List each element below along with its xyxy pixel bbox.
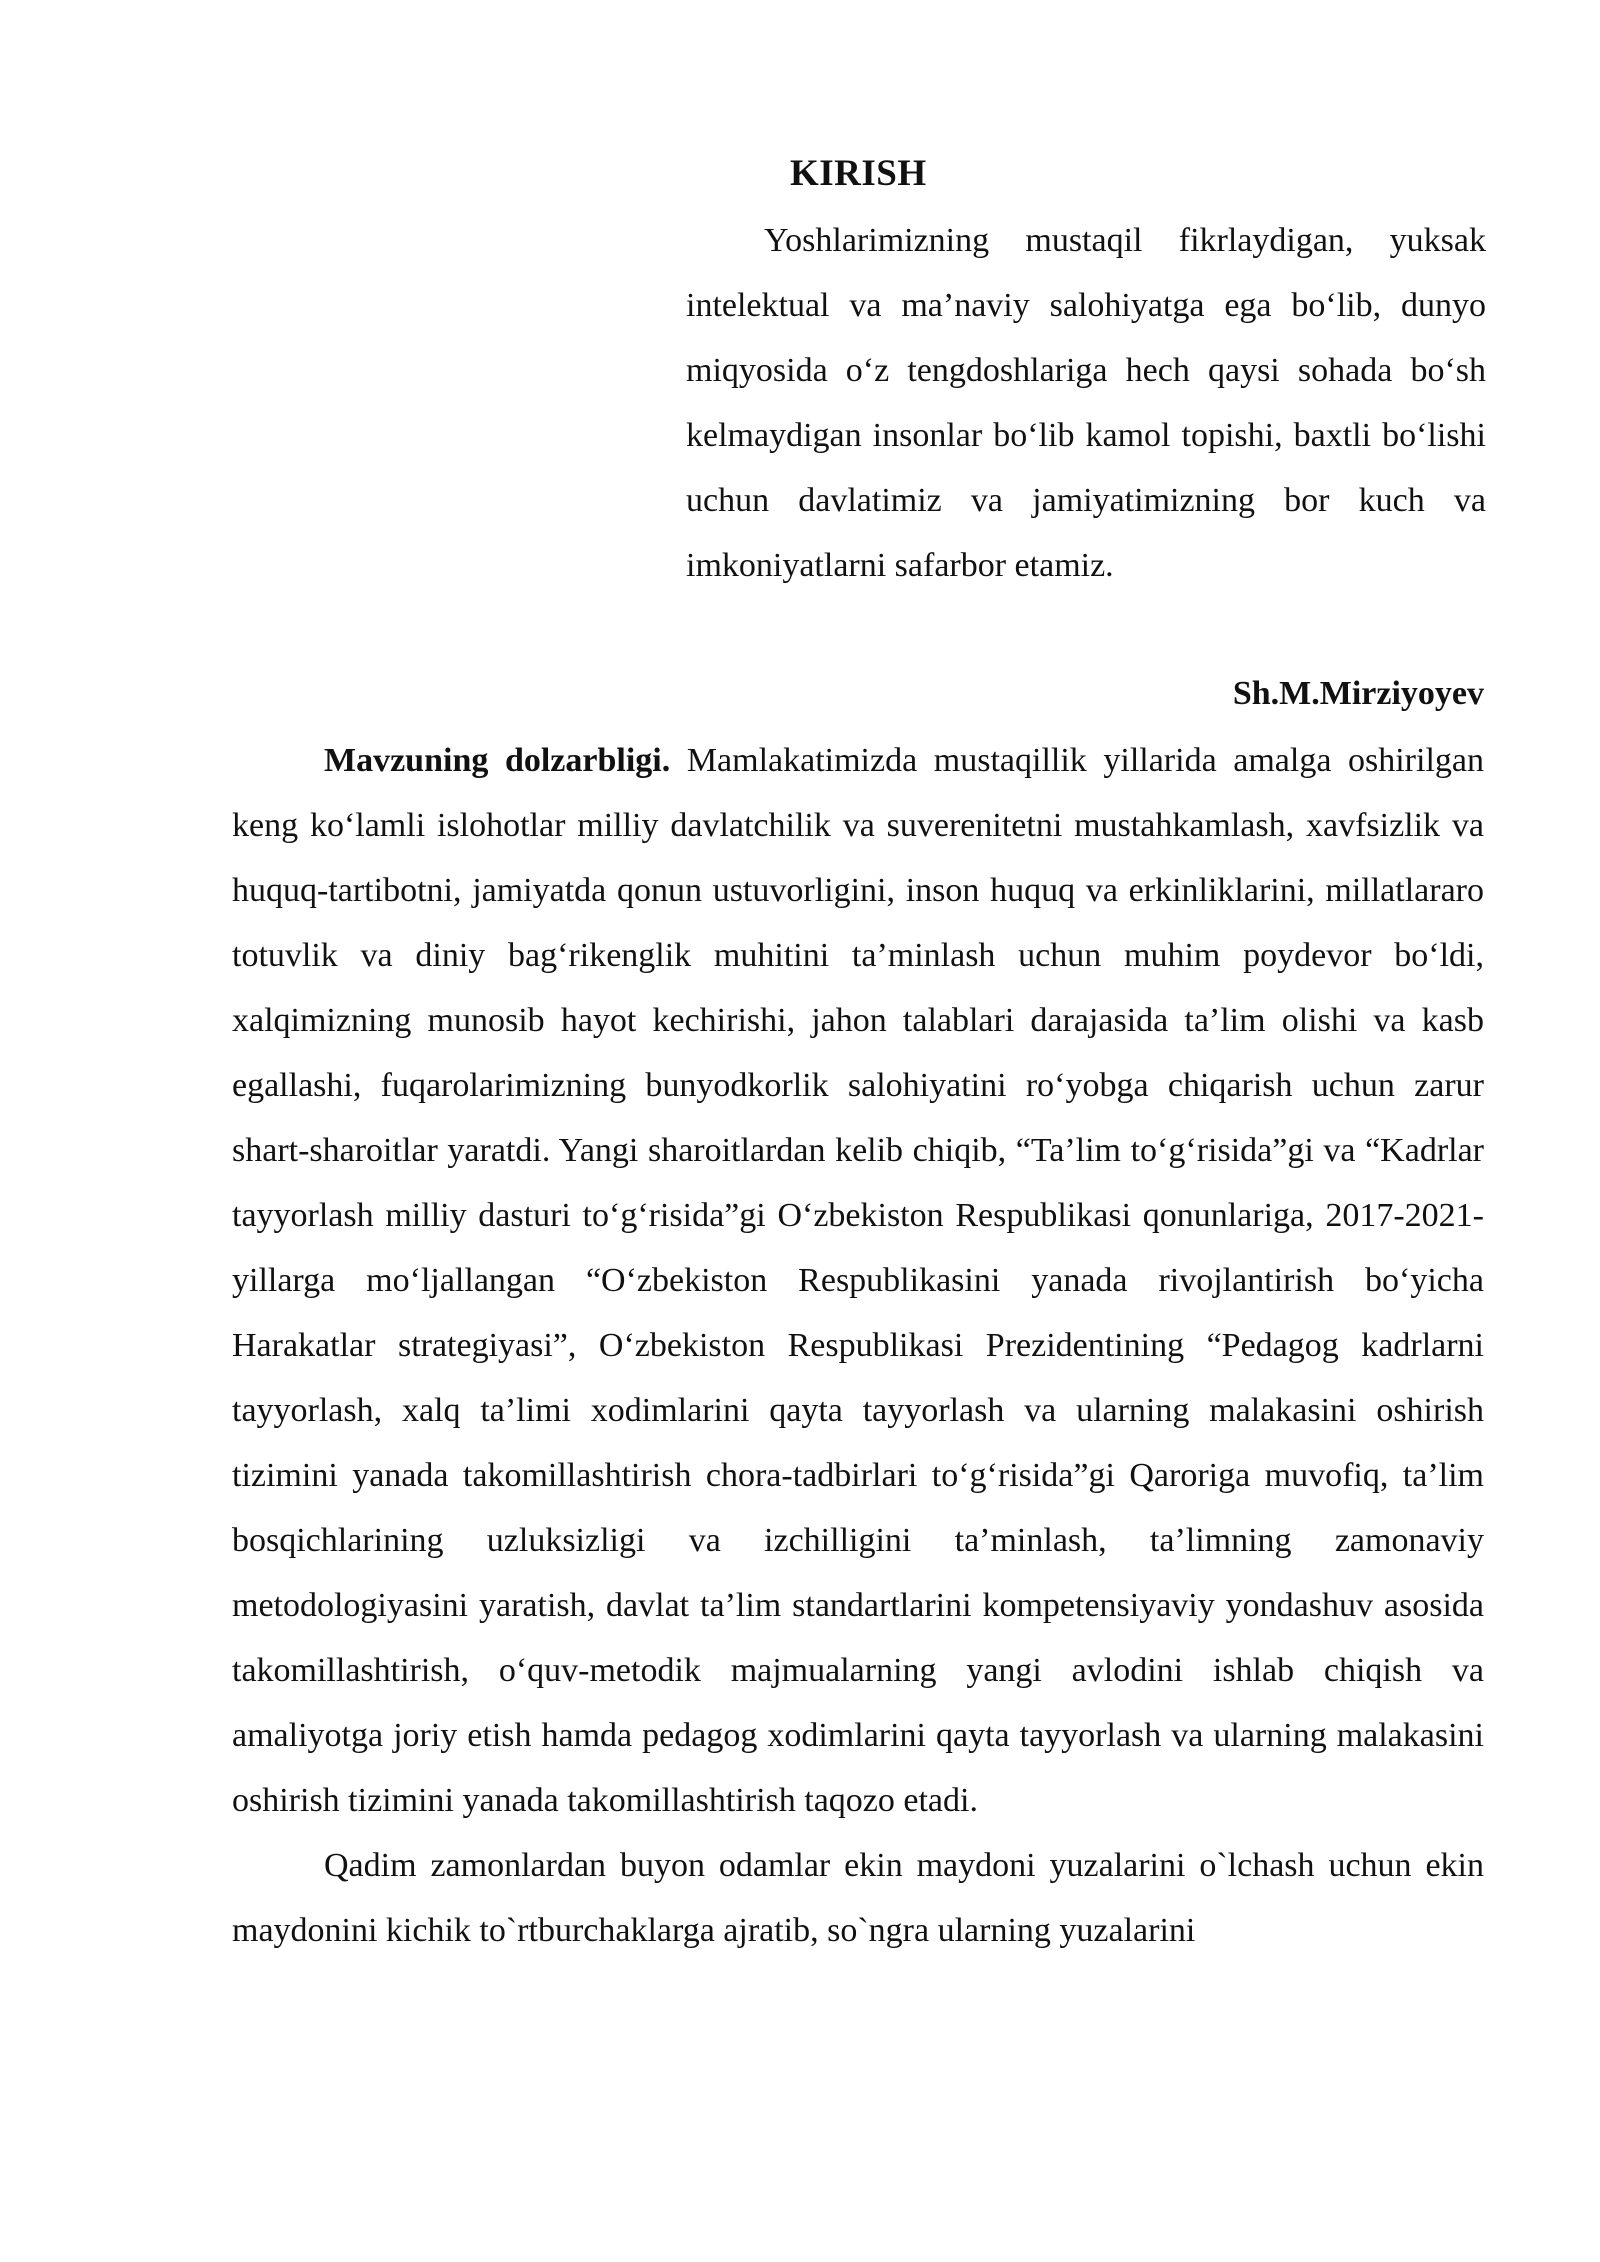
epigraph-quote: Yoshlarimizning mustaqil fikrlaydigan, yuksak intelektual va ma’naviy salohiyatga ega bo‘lib, dunyo miqyosida o‘z tengdoshlariga hech qaysi sohada bo‘sh kelmaydigan insonlar bo‘lib kamol topishi, baxtli bo‘lishi uchun davlatimiz va jamiyatimizning bor kuch va imkoniyatlarni safarbor etamiz. — [686, 222, 1486, 584]
paragraph-relevance — [232, 728, 1484, 1833]
body-text — [232, 728, 1484, 1963]
epigraph-author: Sh.M.Mirziyoyev — [1232, 675, 1484, 712]
paragraph-relevance-text: Mamlakatimizda mustaqillik yillarida amalga oshirilgan keng ko‘lamli islohotlar milliy davlatchilik va suverenitetni mustahkamlash, xavfsizlik va huquq-tartibotni, jamiyatda qonun ustuvorligini, inson huquq va erkinliklarini, millatlararo totuvlik va diniy bag‘rikenglik muhitini ta’minlash uchun muhim poydevor bo‘ldi, xalqimizning munosib hayot kechirishi, jahon talablari darajasida ta’lim olishi va kasb egallashi, fuqarolarimizning bunyodkorlik salohiyatini ro‘yobga chiqarish uchun zarur shart-sharoitlar yaratdi. Yangi sharoitlardan kelib chiqib, “Ta’lim to‘g‘risida”gi va “Kadrlar tayyorlash milliy dasturi to‘g‘risida”gi O‘zbekiston Respublikasi qonunlariga, 2017-2021-yillarga mo‘ljallangan “O‘zbekiston Respublikasini yanada rivojlantirish bo‘yicha Harakatlar strategiyasi”, O‘zbekiston Respublikasi Prezidentining “Pedagog kadrlarni tayyorlash, xalq ta’limi xodimlarini qayta tayyorlash va ularning malakasini oshirish tizimini yanada takomillashtirish chora-tadbirlari to‘g‘risida”gi Qaroriga muvofiq, ta’lim bosqichlarining uzluksizligi va izchilligini ta’minlash, ta’limning zamonaviy metodologiyasini yaratish, davlat ta’lim standartlarini kompetensiyaviy yondashuv asosida takomillashtirish, o‘quv-metodik majmualarning yangi avlodini ishlab chiqish va amaliyotga joriy etish hamda pedagog xodimlarini qayta tayyorlash va ularning malakasini oshirish tizimini yanada takomillashtirish taqozo etadi. — [232, 742, 1484, 1819]
section-heading: KIRISH — [790, 153, 927, 194]
paragraph-history: Qadim zamonlardan buyon odamlar ekin maydoni yuzalarini o`lchash uchun ekin maydonini kichik to`rtburchaklarga ajratib, so`ngra ularning yuzalarini — [232, 1847, 1484, 1949]
paragraph-lead: Mavzuning dolzarbligi. — [324, 742, 671, 779]
